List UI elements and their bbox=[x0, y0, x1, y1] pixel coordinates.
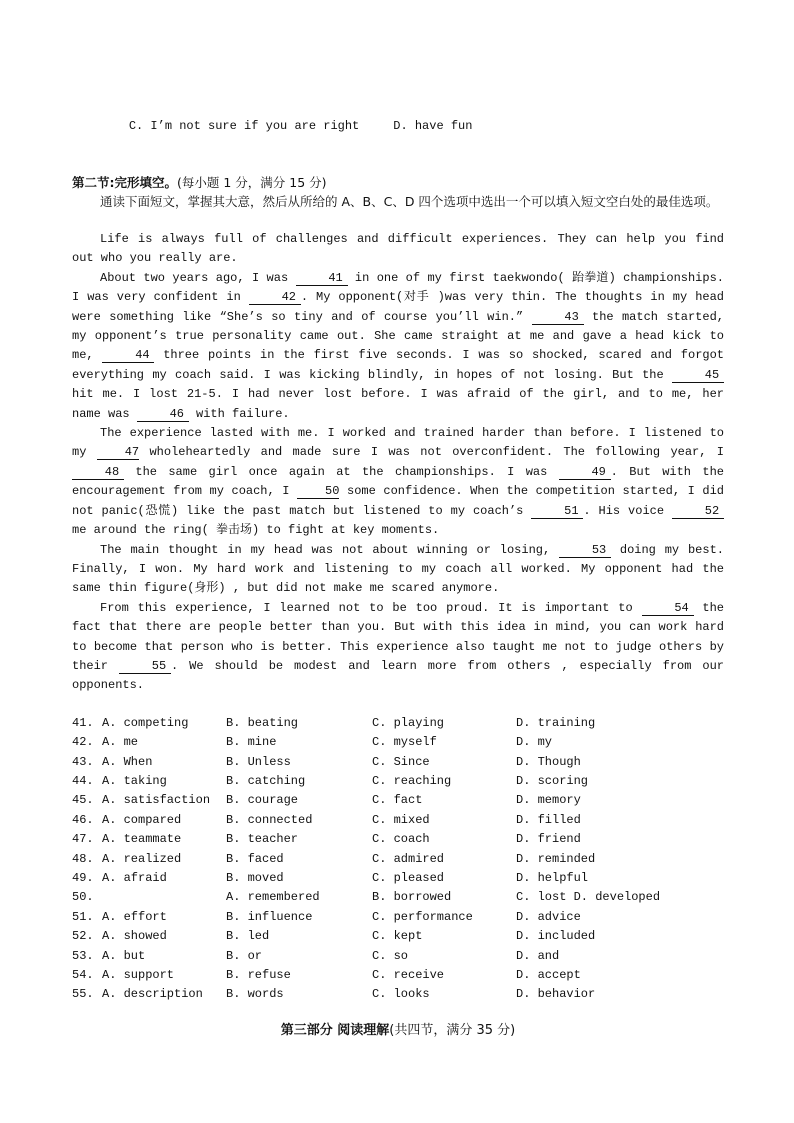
option-d: D. friend bbox=[516, 832, 581, 847]
option-a: A. compared bbox=[102, 812, 182, 827]
option-b: B. teacher bbox=[226, 832, 299, 847]
question-number: 54. bbox=[72, 968, 94, 983]
option-d: D. memory bbox=[516, 793, 581, 808]
question-number: 55. bbox=[72, 987, 94, 1002]
option-b: B. refuse bbox=[226, 968, 291, 983]
blank-51: 51 bbox=[531, 504, 583, 519]
question-number: 44. bbox=[72, 773, 94, 788]
previous-question-options bbox=[100, 96, 724, 156]
option-b: B. beating bbox=[226, 715, 299, 730]
option-b: B. mine bbox=[226, 735, 277, 750]
question-number: 41. bbox=[72, 715, 94, 730]
option-d: D. reminded bbox=[516, 851, 596, 866]
blank-41: 41 bbox=[296, 271, 348, 286]
option-c: C. performance bbox=[372, 909, 473, 924]
option-d: D. my bbox=[516, 735, 553, 750]
section-instruction: 通读下面短文，掌握其大意，然后从所给的 A、B、C、D 四个选项中选出一个可以填入短文空白处的最佳选项。 bbox=[100, 194, 719, 209]
blank-52: 52 bbox=[672, 504, 724, 519]
option-c: C. admired bbox=[372, 851, 445, 866]
option-b: B. led bbox=[226, 929, 270, 944]
option-b: B. or bbox=[226, 948, 263, 963]
blank-54: 54 bbox=[642, 601, 694, 616]
section-title: 第二节:完形填空。 bbox=[72, 175, 177, 190]
option-d: D. accept bbox=[516, 968, 581, 983]
blank-49: 49 bbox=[559, 465, 611, 480]
blank-47: 47 bbox=[97, 445, 139, 460]
option-row bbox=[72, 830, 724, 849]
blank-46: 46 bbox=[137, 407, 189, 422]
option-row bbox=[72, 947, 724, 966]
option-a: A. but bbox=[102, 948, 146, 963]
option-b: B. catching bbox=[226, 773, 306, 788]
option-row bbox=[72, 791, 724, 810]
blank-48: 48 bbox=[72, 465, 124, 480]
question-number: 45. bbox=[72, 793, 94, 808]
option-c: C. Since bbox=[372, 754, 430, 769]
option-b: B. moved bbox=[226, 871, 284, 885]
option-c: C. coach bbox=[372, 832, 430, 847]
blank-55: 55 bbox=[119, 659, 171, 674]
option-row bbox=[72, 811, 724, 830]
option-row bbox=[72, 850, 724, 869]
question-number: 42. bbox=[72, 735, 94, 750]
section-header bbox=[72, 174, 724, 192]
blank-53: 53 bbox=[559, 543, 611, 558]
option-a: A. support bbox=[102, 968, 175, 983]
question-number: 46. bbox=[72, 812, 94, 827]
option-c: C. I’m not sure if you are right bbox=[128, 119, 360, 133]
option-d: D. and bbox=[516, 948, 560, 963]
option-row bbox=[72, 908, 724, 927]
question-number: 52. bbox=[72, 929, 94, 944]
option-d: D. filled bbox=[516, 812, 581, 827]
option-b: B. connected bbox=[226, 812, 313, 827]
question-number: 53. bbox=[72, 948, 94, 963]
passage-paragraph-4: The main thought in my head was not about winning or losing, 53 doing my best. Finally, I won. My hard work and listening to my coach all worked. My opponent had the same thin figure(身形) , but did not make me scared anymore. bbox=[72, 542, 724, 596]
option-d: D. advice bbox=[516, 909, 581, 924]
option-d: D. scoring bbox=[516, 773, 589, 788]
option-d: D. behavior bbox=[516, 987, 596, 1002]
option-row bbox=[72, 985, 724, 1004]
option-c: C. so bbox=[372, 948, 409, 963]
option-c: C. reaching bbox=[372, 773, 452, 788]
option-a: A. When bbox=[102, 754, 153, 769]
option-row bbox=[72, 714, 724, 733]
question-number: 43. bbox=[72, 754, 94, 769]
question-number: 47. bbox=[72, 832, 94, 847]
option-b: B. influence bbox=[226, 909, 313, 924]
option-a bbox=[102, 888, 226, 907]
option-a: A. realized bbox=[102, 851, 182, 866]
option-c: B. borrowed bbox=[372, 890, 452, 905]
option-row bbox=[72, 753, 724, 772]
question-number: 50. bbox=[72, 890, 94, 905]
option-c: C. looks bbox=[372, 987, 430, 1002]
blank-44: 44 bbox=[102, 348, 154, 363]
option-row bbox=[72, 888, 724, 907]
option-a: A. teammate bbox=[102, 832, 182, 847]
option-c: C. myself bbox=[372, 735, 437, 750]
option-b: B. words bbox=[226, 987, 284, 1002]
option-d: D. have fun bbox=[393, 119, 473, 133]
option-c: C. receive bbox=[372, 968, 445, 983]
option-d: C. lost D. developed bbox=[516, 890, 661, 905]
option-b: B. courage bbox=[226, 793, 299, 808]
option-b: B. Unless bbox=[226, 754, 291, 769]
option-d: D. helpful bbox=[516, 871, 589, 885]
question-number: 51. bbox=[72, 909, 94, 924]
option-row bbox=[72, 772, 724, 791]
question-number: 48. bbox=[72, 851, 94, 866]
option-a: A. description bbox=[102, 987, 203, 1002]
option-a: A. showed bbox=[102, 929, 167, 944]
option-b: B. faced bbox=[226, 851, 284, 866]
part3-score: (共四节，满分 35 分) bbox=[389, 1022, 516, 1038]
blank-43: 43 bbox=[532, 310, 584, 325]
option-d: D. Though bbox=[516, 754, 581, 769]
section-score: (每小题 1 分，满分 15 分) bbox=[177, 175, 327, 190]
option-a: A. satisfaction bbox=[102, 793, 211, 808]
option-row bbox=[72, 733, 724, 752]
option-c: C. kept bbox=[372, 929, 423, 944]
option-b: A. remembered bbox=[226, 890, 320, 905]
option-a: A. effort bbox=[102, 909, 167, 924]
option-a: A. me bbox=[102, 735, 139, 750]
cloze-passage bbox=[72, 230, 724, 696]
option-row bbox=[72, 927, 724, 946]
option-c: C. pleased bbox=[372, 871, 445, 885]
option-a: A. taking bbox=[102, 773, 167, 788]
answer-options-table bbox=[72, 714, 724, 1005]
document-page bbox=[72, 96, 724, 1038]
blank-42: 42 bbox=[249, 290, 301, 305]
option-d: D. training bbox=[516, 715, 596, 730]
option-a: A. afraid bbox=[102, 871, 167, 885]
blank-50: 50 bbox=[297, 484, 339, 499]
passage-paragraph-2: About two years ago, I was 41 in one of my first taekwondo( 跆拳道) championships. I was very confident in 42 . My opponent(对手 )was very thin. The thoughts in my head were something like “She’s so tiny and of course you’ll win.” 43 the match started, my opponent’s true personality came out. She came straight at me and gave a head kick to me, 44 three points in the first five seconds. I was so shocked, scared and forgot everything my coach said. I was kicking blindly, in hopes of not losing. But the 45 hit me. I lost 21-5. I had never lost before. I was afraid of the girl, and to me, her name was 46 with failure. bbox=[72, 270, 725, 421]
part3-heading bbox=[72, 1019, 724, 1038]
question-number: 49. bbox=[72, 871, 94, 885]
option-row bbox=[72, 869, 724, 888]
passage-paragraph-3: The experience lasted with me. I worked and trained harder than before. I listened to my 47 wholeheartedly and made sure I was not overconfident. The following year, I 48 the same girl once again at the championships. I was 49 . But with the encouragement from my coach, I 50 some confidence. When the competition started, I did not panic(恐慌) like the past match but listened to my coach’s 51 . His voice 52 me around the ring( 拳击场) to fight at key moments. bbox=[72, 426, 724, 538]
passage-paragraph-5: From this experience, I learned not to be too proud. It is important to 54 the fact that there are people better than you. But with this idea in mind, you can work hard to become that person who is better. This experience also taught me not to judge others by their 55 . We should be modest and learn more from others , especially from our opponents. bbox=[72, 600, 724, 693]
blank-45: 45 bbox=[672, 368, 724, 383]
option-d: D. included bbox=[516, 929, 596, 944]
option-row bbox=[72, 966, 724, 985]
option-c: C. playing bbox=[372, 715, 445, 730]
option-a: A. competing bbox=[102, 715, 189, 730]
part3-title: 第三部分 阅读理解 bbox=[280, 1022, 390, 1038]
option-c: C. mixed bbox=[372, 812, 430, 827]
option-c: C. fact bbox=[372, 793, 423, 808]
passage-paragraph-1: Life is always full of challenges and difficult experiences. They can help you find out who you really are. bbox=[72, 232, 724, 266]
